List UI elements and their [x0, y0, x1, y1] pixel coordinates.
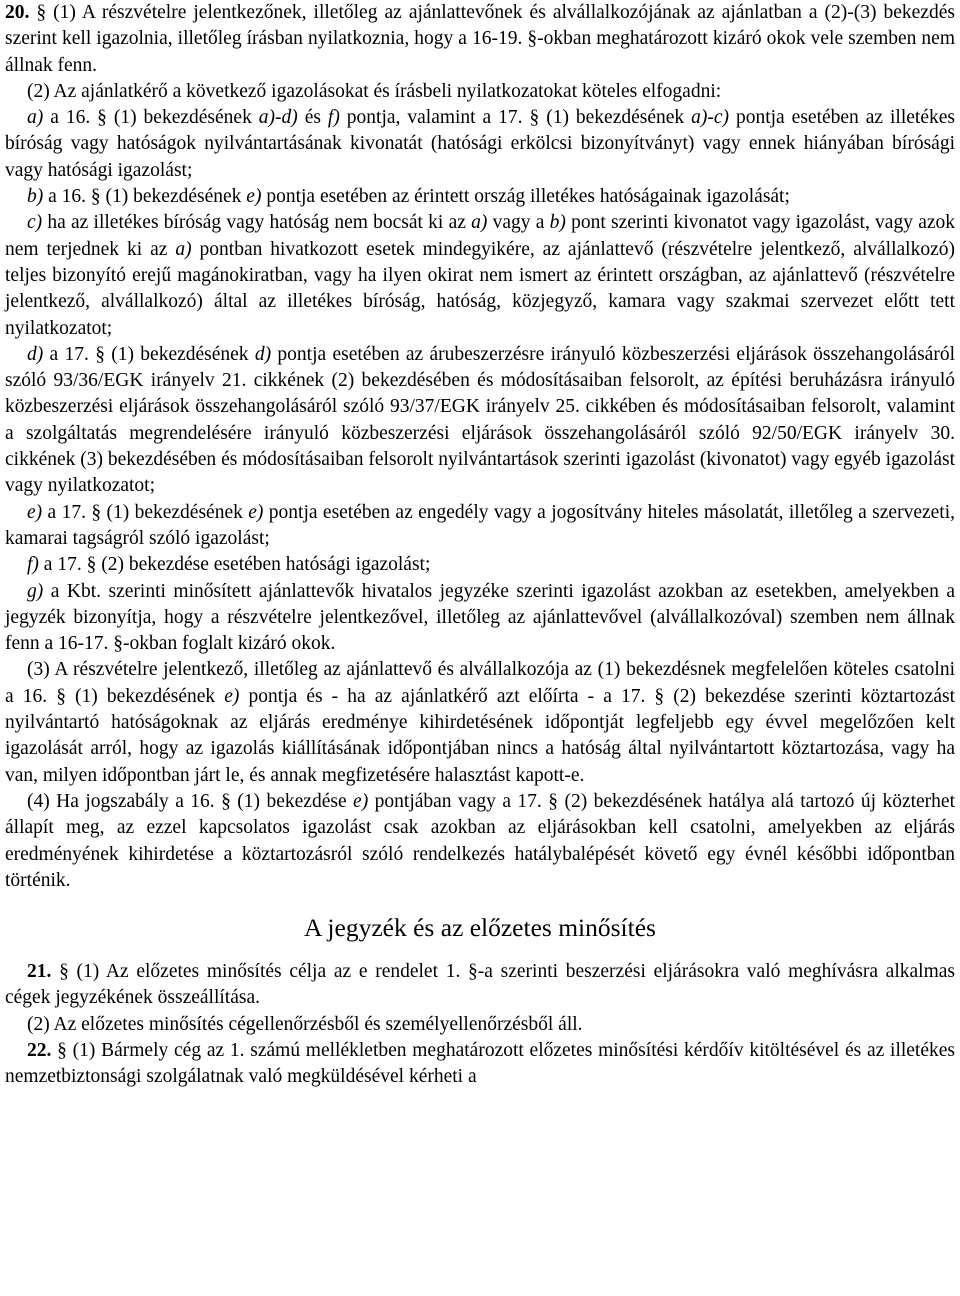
- point-text: és: [297, 107, 328, 129]
- point-ref: d): [254, 343, 272, 365]
- document-page: [5, 0, 955, 1091]
- point-text: a 17. § (1) bekezdésének: [42, 501, 249, 523]
- point-text: a 17. § (2) bekezdése esetében hatósági igazolást;: [38, 554, 431, 576]
- section-20-point-b: [5, 184, 955, 210]
- point-text: pont szerinti kivonatot vagy igazolást, vagy azok nem terjednek ki az: [5, 212, 956, 260]
- section-21-paragraph-2: (2) Az előzetes minősítés cégellenőrzésből és személyellenőrzésből áll.: [27, 1013, 583, 1035]
- point-text: pontja esetében az érintett ország illetékes hatóságainak igazolását;: [261, 186, 790, 208]
- point-text: a 16. § (1) bekezdésének: [43, 107, 259, 129]
- point-text: pontja, valamint a 17. § (1) bekezdésének: [339, 107, 692, 129]
- point-ref: e): [246, 186, 262, 208]
- point-ref: e): [224, 685, 240, 707]
- point-text: a 16. § (1) bekezdésének: [43, 186, 247, 208]
- section-21-paragraph-1: [5, 959, 955, 1012]
- point-label: d): [27, 343, 44, 365]
- point-label: f): [27, 554, 39, 576]
- point-text: pontja esetében az árubeszerzésre irányuló közbeszerzési eljárások összehangolásáról szóló 93/36/EGK irányelv 21. cikkének (2) bekezdésében és módosításaiban felsorolt, az építési beruházásra irányuló közbeszerzési eljárások összehangolásáról szóló 93/37/EGK irányelv 25. cikkében és módosításaiban felsorolt, valamint a szolgáltatás megrendelésére irányuló közbeszerzési eljárások összehangolásáról szóló 92/50/EGK irányelv 30. cikkének (3) bekezdésében és módosításaiban felsorolt nyilvántartások szerinti igazolást (kivonatot) vagy egyéb igazolást vagy nyilatkozatot;: [5, 343, 955, 497]
- point-text: ha az illetékes bíróság vagy hatóság nem bocsát ki az: [42, 212, 472, 234]
- section-20-point-g: [5, 579, 955, 658]
- point-label: c): [27, 212, 43, 234]
- section-22-paragraph-1: [5, 1038, 955, 1091]
- section-20-point-e: [5, 500, 955, 553]
- paragraph-text: (4) Ha jogszabály a 16. § (1) bekezdése: [27, 790, 354, 812]
- section-20-paragraph-4: [5, 789, 955, 894]
- point-text: pontja esetében az illetékes bíróság vagy hatóságok nyilvántartásának kivonatát (hatósági erkölcsi bizonyítványt) vagy ennek hiányában bírósági vagy hatósági igazolást;: [5, 107, 955, 181]
- point-text: vagy a: [487, 212, 550, 234]
- section-20-point-d: [5, 342, 955, 500]
- point-text: pontja esetében az engedély vagy a jogosítvány hiteles másolatát, illetőleg a szervezeti, kamarai tagságról szóló igazolást;: [5, 501, 955, 549]
- section-20-point-a: [5, 105, 955, 184]
- section-heading: A jegyzék és az előzetes minősítés: [304, 913, 656, 943]
- point-ref: a): [471, 212, 488, 234]
- point-ref: f): [327, 107, 340, 129]
- section-20-point-c: [5, 210, 955, 341]
- section-22-text-1: § (1) Bármely cég az 1. számú mellékletben meghatározott előzetes minősítési kérdőív kitöltésével és az illetékes nemzetbiztonsági szolgálatnak való megküldésével kérheti a: [5, 1039, 955, 1088]
- point-label: e): [27, 501, 43, 523]
- point-text: a 17. § (1) bekezdésének: [43, 343, 255, 365]
- section-21-text-1: § (1) Az előzetes minősítés célja az e rendelet 1. §-a szerinti beszerzési eljárásokra való meghívásra alkalmas cégek jegyzékének összeállítása.: [5, 961, 955, 1009]
- section-20-paragraph-1: [5, 0, 955, 79]
- point-text: pontban hivatkozott esetek mindegyikére, az ajánlattevő (részvételre jelentkező, alvállalkozó) teljes bizonyító erejű magánokiratban, vagy ha ilyen okirat nem ismert az érintett országban, az ajánlattevő (részvételre jelentkező, alvállalkozó) által az illetékes bíróság, hatóság, közjegyző, kamara vagy szakmai szervezet előtt tett nyilatkozatot;: [5, 238, 955, 339]
- section-20-paragraph-2: (2) Az ajánlatkérő a következő igazolásokat és írásbeli nyilatkozatokat köteles elfogadni:: [27, 80, 722, 102]
- point-label: g): [27, 580, 44, 602]
- paragraph-text: pontja és - ha az ajánlatkérő azt előírta - a 17. § (2) bekezdése szerinti köztartozást nyilvántartó hatóságoknak az eljárás eredménye kihirdetésének időpontját legfeljebb egy évvel megelőzően kelt igazolását arról, hogy az igazolás kiállításának időpontjában nincs a hatóság által nyilvántartott köztartozása, vagy ha van, milyen időpontban járt le, és annak megfizetésére halasztást kapott-e.: [5, 685, 955, 786]
- point-ref: e): [353, 790, 369, 812]
- section-21-number: 21.: [27, 961, 52, 983]
- point-ref: a)-c): [691, 107, 730, 129]
- section-20-point-f: [5, 552, 955, 578]
- paragraph-text: pontjában vagy a 17. § (2) bekezdésének hatálya alá tartozó új közterhet állapít meg, az ezzel kapcsolatos igazolást csak azokban az eljárásokban kell csatolni, amelyekben az eljárás eredményének kihirdetése a köztartozásról szóló rendelkezés hatálybalépését követő egy évnél későbbi időpontban történik.: [5, 790, 955, 891]
- point-label: a): [27, 107, 44, 129]
- section-20-paragraph-3: [5, 657, 955, 788]
- point-ref: e): [248, 501, 264, 523]
- section-20-number: 20.: [5, 2, 30, 23]
- section-22-number: 22.: [27, 1039, 52, 1061]
- section-20-text-1: § (1) A részvételre jelentkezőnek, illetőleg az ajánlattevőnek és alvállalkozójának az ajánlatban a (2)-(3) bekezdés szerint kell igazolnia, illetőleg írásban nyilatkoznia, hogy a 16-19. §-okban meghatározott kizáró okok vele szemben nem állnak fenn.: [5, 2, 955, 76]
- point-text: a Kbt. szerinti minősített ajánlattevők hivatalos jegyzéke szerinti igazolást azokban az esetekben, amelyekben a jegyzék bizonyítja, hogy a részvételre jelentkezővel, illetőleg az ajánlattevővel (alvállalkozóval) szemben nem állnak fenn a 16-17. §-okban foglalt kizáró okok.: [5, 580, 955, 655]
- point-label: b): [27, 186, 44, 208]
- point-ref: a): [175, 238, 192, 260]
- paragraph-text: (3) A részvételre jelentkező, illetőleg az ajánlattevő és alvállalkozója az (1) bekezdésnek megfelelően köteles csatolni a 16. § (1) bekezdésének: [5, 659, 955, 707]
- point-ref: b): [549, 212, 566, 234]
- point-ref: a)-d): [258, 107, 298, 129]
